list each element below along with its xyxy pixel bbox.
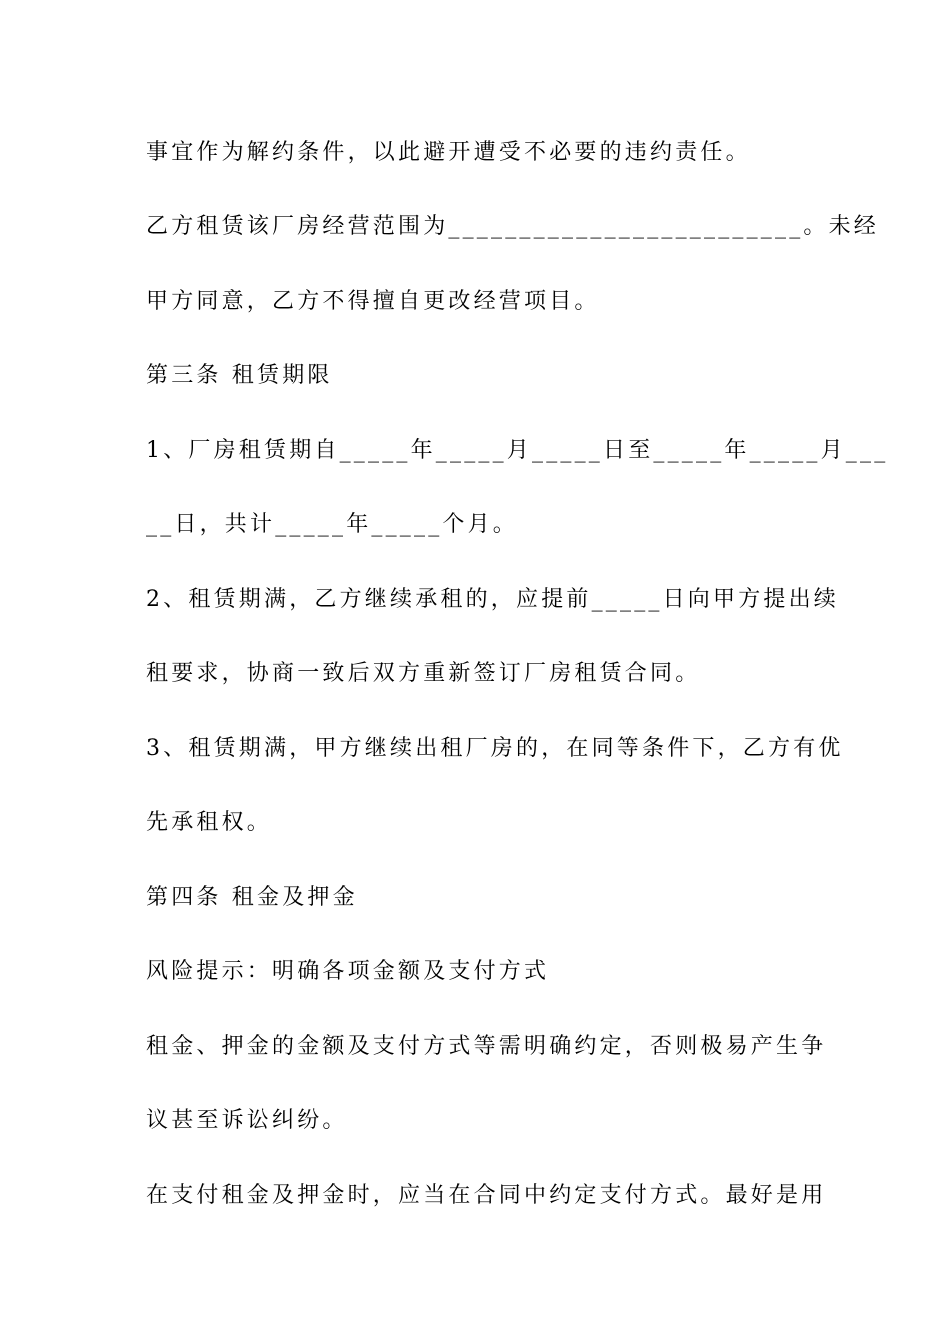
paragraph-line-5: 1、厂房租赁期自_____年_____月_____日至_____年_____月___ xyxy=(146,438,889,463)
paragraph-line-1: 事宜作为解约条件，以此避开遭受不必要的违约责任。 xyxy=(146,140,751,165)
paragraph-line-3: 甲方同意，乙方不得擅自更改经营项目。 xyxy=(146,289,600,314)
paragraph-line-10: 先承租权。 xyxy=(146,810,273,835)
paragraph-line-2: 乙方租赁该厂房经营范围为_________________________。未经 xyxy=(146,214,880,239)
paragraph-line-13: 租金、押金的金额及支付方式等需明确约定，否则极易产生争 xyxy=(146,1034,827,1059)
paragraph-line-9: 3、租赁期满，甲方继续出租厂房的，在同等条件下，乙方有优 xyxy=(146,736,844,761)
paragraph-line-15: 在支付租金及押金时，应当在合同中约定支付方式。最好是用 xyxy=(146,1183,827,1208)
risk-note-heading: 风险提示：明确各项金额及支付方式 xyxy=(146,959,550,984)
paragraph-line-7: 2、租赁期满，乙方继续承租的，应提前_____日向甲方提出续 xyxy=(146,587,839,612)
paragraph-line-6: __日，共计_____年_____个月。 xyxy=(146,512,519,537)
paragraph-line-8: 租要求，协商一致后双方重新签订厂房租赁合同。 xyxy=(146,661,701,686)
section-heading-3: 第三条 租赁期限 xyxy=(146,363,333,388)
section-heading-4: 第四条 租金及押金 xyxy=(146,885,358,910)
paragraph-line-14: 议甚至诉讼纠纷。 xyxy=(146,1108,348,1133)
